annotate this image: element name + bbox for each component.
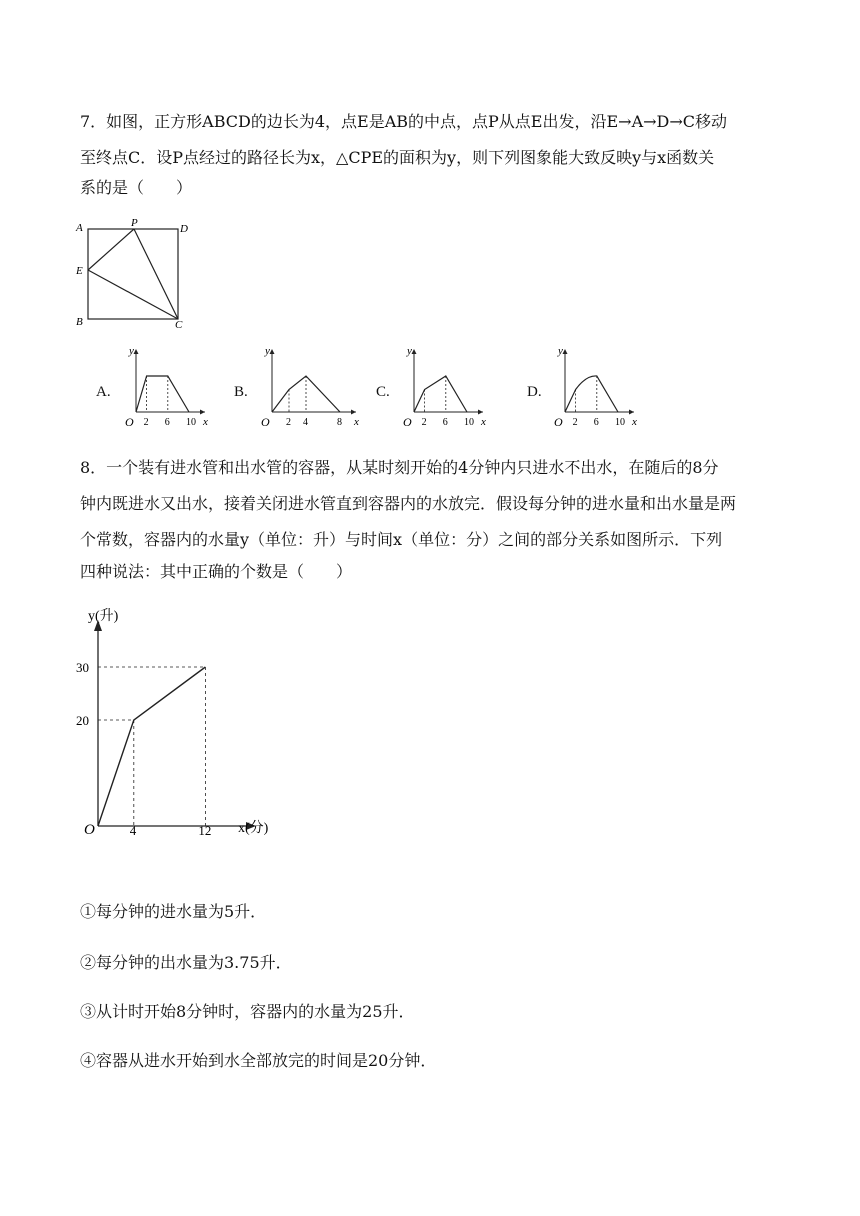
q7-line-1: 7．如图，正方形ABCD的边长为4，点E是AB的中点，点P从点E出发，沿E→A→D→C移动 [80,112,728,131]
x-axis-label: x(分) [238,821,269,836]
x-axis-label: x [203,416,208,428]
x-tick-label: 2 [572,417,578,428]
option-a-label: A. [96,384,111,400]
statement-1: ①每分钟的进水量为5升． [80,902,267,921]
q8-water-chart [70,600,290,840]
segment-ep [88,229,134,270]
y-axis-arrow [563,349,568,354]
x-tick-label: 4 [303,417,308,428]
segment-ec [88,270,178,319]
x-axis-arrow [478,410,483,415]
x-axis-arrow [200,410,205,415]
x-tick-label: 2 [143,417,149,428]
q8-line-4: 四种说法：其中正确的个数是（ ） [80,562,353,581]
x-tick-label: 2 [421,417,427,428]
option-c-label: C. [376,384,390,400]
label-a: A [76,222,83,234]
y-axis-label: y [407,345,412,357]
x-tick-label: 10 [464,417,474,428]
statement-2: ②每分钟的出水量为3.75升． [80,953,292,972]
label-c: C [175,319,183,331]
q8-line-2: 钟内既进水又出水，接着关闭进水管直到容器内的水放完．假设每分钟的进水量和出水量是两 [80,494,737,513]
x-tick-label: 2 [286,417,291,428]
label-p: P [131,217,138,229]
y-axis-arrow [134,349,139,354]
q7-line-2: 至终点C．设P点经过的路径长为x，△CPE的面积为y，则下列图象能大致反映y与x函数关 [80,148,715,167]
y-axis-label: y [129,345,134,357]
x-axis-arrow [629,410,634,415]
x-tick-label: 8 [337,417,342,428]
origin-label: O [403,415,412,429]
origin-label: O [554,415,563,429]
x-tick-label: 4 [129,823,137,838]
y-axis-label: y(升) [88,609,119,624]
data-line [136,376,189,412]
origin-label: O [261,415,270,429]
q8-line-3: 个常数，容器内的水量y（单位：升）与时间x（单位：分）之间的部分关系如图所示．下列 [80,530,723,549]
label-d: D [180,223,188,235]
square-abcd [88,229,178,319]
x-tick-label: 10 [186,417,196,428]
x-axis-label: x [481,416,486,428]
origin-label: O [125,415,134,429]
label-e: E [76,265,83,277]
option-b-graph [260,346,360,431]
q8-line-1: 8．一个装有进水管和出水管的容器，从某时刻开始的4分钟内只进水不出水，在随后的8分 [80,458,719,477]
data-line [98,667,205,826]
x-tick-label: 12 [198,823,212,838]
option-c-graph [402,346,512,431]
data-line [414,376,467,412]
y-axis-label: y [265,345,270,357]
x-tick-label: 6 [593,417,599,428]
segment-pc [134,229,178,319]
y-tick-label: 30 [76,660,89,675]
option-d-label: D. [527,384,542,400]
y-axis-arrow [412,349,417,354]
x-tick-label: 6 [442,417,448,428]
x-axis-arrow [351,410,356,415]
x-axis-label: x [354,416,359,428]
origin-label: O [84,822,95,838]
option-b-label: B. [234,384,248,400]
x-axis-label: x [632,416,637,428]
y-tick-label: 20 [76,713,89,728]
option-d-graph [553,346,663,431]
statement-3: ③从计时开始8分钟时，容器内的水量为25升． [80,1002,415,1021]
x-tick-label: 6 [164,417,170,428]
statement-4: ④容器从进水开始到水全部放完的时间是20分钟． [80,1051,437,1070]
data-line [565,376,618,412]
option-a-graph [124,346,224,431]
label-b: B [76,316,83,328]
q7-line-3: 系的是（ ） [80,178,193,197]
y-axis-arrow [270,349,275,354]
y-axis-label: y [558,345,563,357]
q7-square-figure [74,217,194,340]
x-tick-label: 10 [615,417,625,428]
